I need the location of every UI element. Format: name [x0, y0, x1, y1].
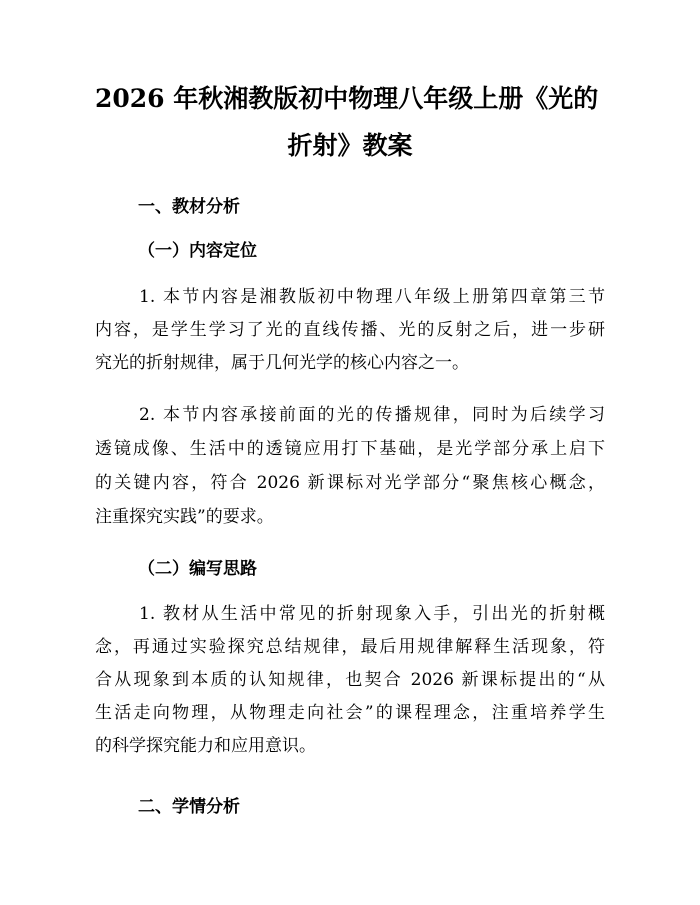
paragraph-line: 念，再通过实验探究总结规律，最后用规律解释生活现象，符	[95, 637, 605, 657]
section-heading-teaching-material: 一、教材分析	[138, 197, 240, 217]
paragraph-content-position-2	[95, 404, 605, 528]
paragraph-line: 1. 本节内容是湘教版初中物理八年级上册第四章第三节	[139, 287, 605, 307]
document-title-line-1: 2026 年秋湘教版初中物理八年级上册《光的	[95, 84, 599, 113]
paragraph-line: 2. 本节内容承接前面的光的传播规律，同时为后续学习	[139, 405, 605, 425]
paragraph-line: 透镜成像、生活中的透镜应用打下基础，是光学部分承上启下	[95, 439, 605, 459]
paragraph-line: 究光的折射规律，属于几何光学的核心内容之一。	[95, 353, 469, 373]
paragraph-line: 合从现象到本质的认知规律，也契合 2026 新课标提出的“从	[95, 670, 605, 690]
paragraph-writing-approach-1	[95, 603, 605, 757]
paragraph-line: 1. 教材从生活中常见的折射现象入手，引出光的折射概	[139, 604, 605, 624]
paragraph-line: 内容，是学生学习了光的直线传播、光的反射之后，进一步研	[95, 320, 605, 340]
paragraph-line: 的科学探究能力和应用意识。	[95, 736, 316, 756]
paragraph-line: 的关键内容，符合 2026 新课标对光学部分“聚焦核心概念，	[95, 473, 605, 493]
subsection-heading-writing-approach: （二）编写思路	[138, 559, 257, 579]
subsection-heading-content-position: （一）内容定位	[138, 241, 257, 261]
paragraph-content-position-1	[95, 286, 605, 374]
paragraph-line: 注重探究实践”的要求。	[95, 507, 274, 527]
paragraph-line: 生活走向物理，从物理走向社会”的课程理念，注重培养学生	[95, 703, 605, 723]
document-title-line-2: 折射》教案	[287, 131, 413, 160]
section-heading-student-analysis: 二、学情分析	[138, 797, 240, 817]
